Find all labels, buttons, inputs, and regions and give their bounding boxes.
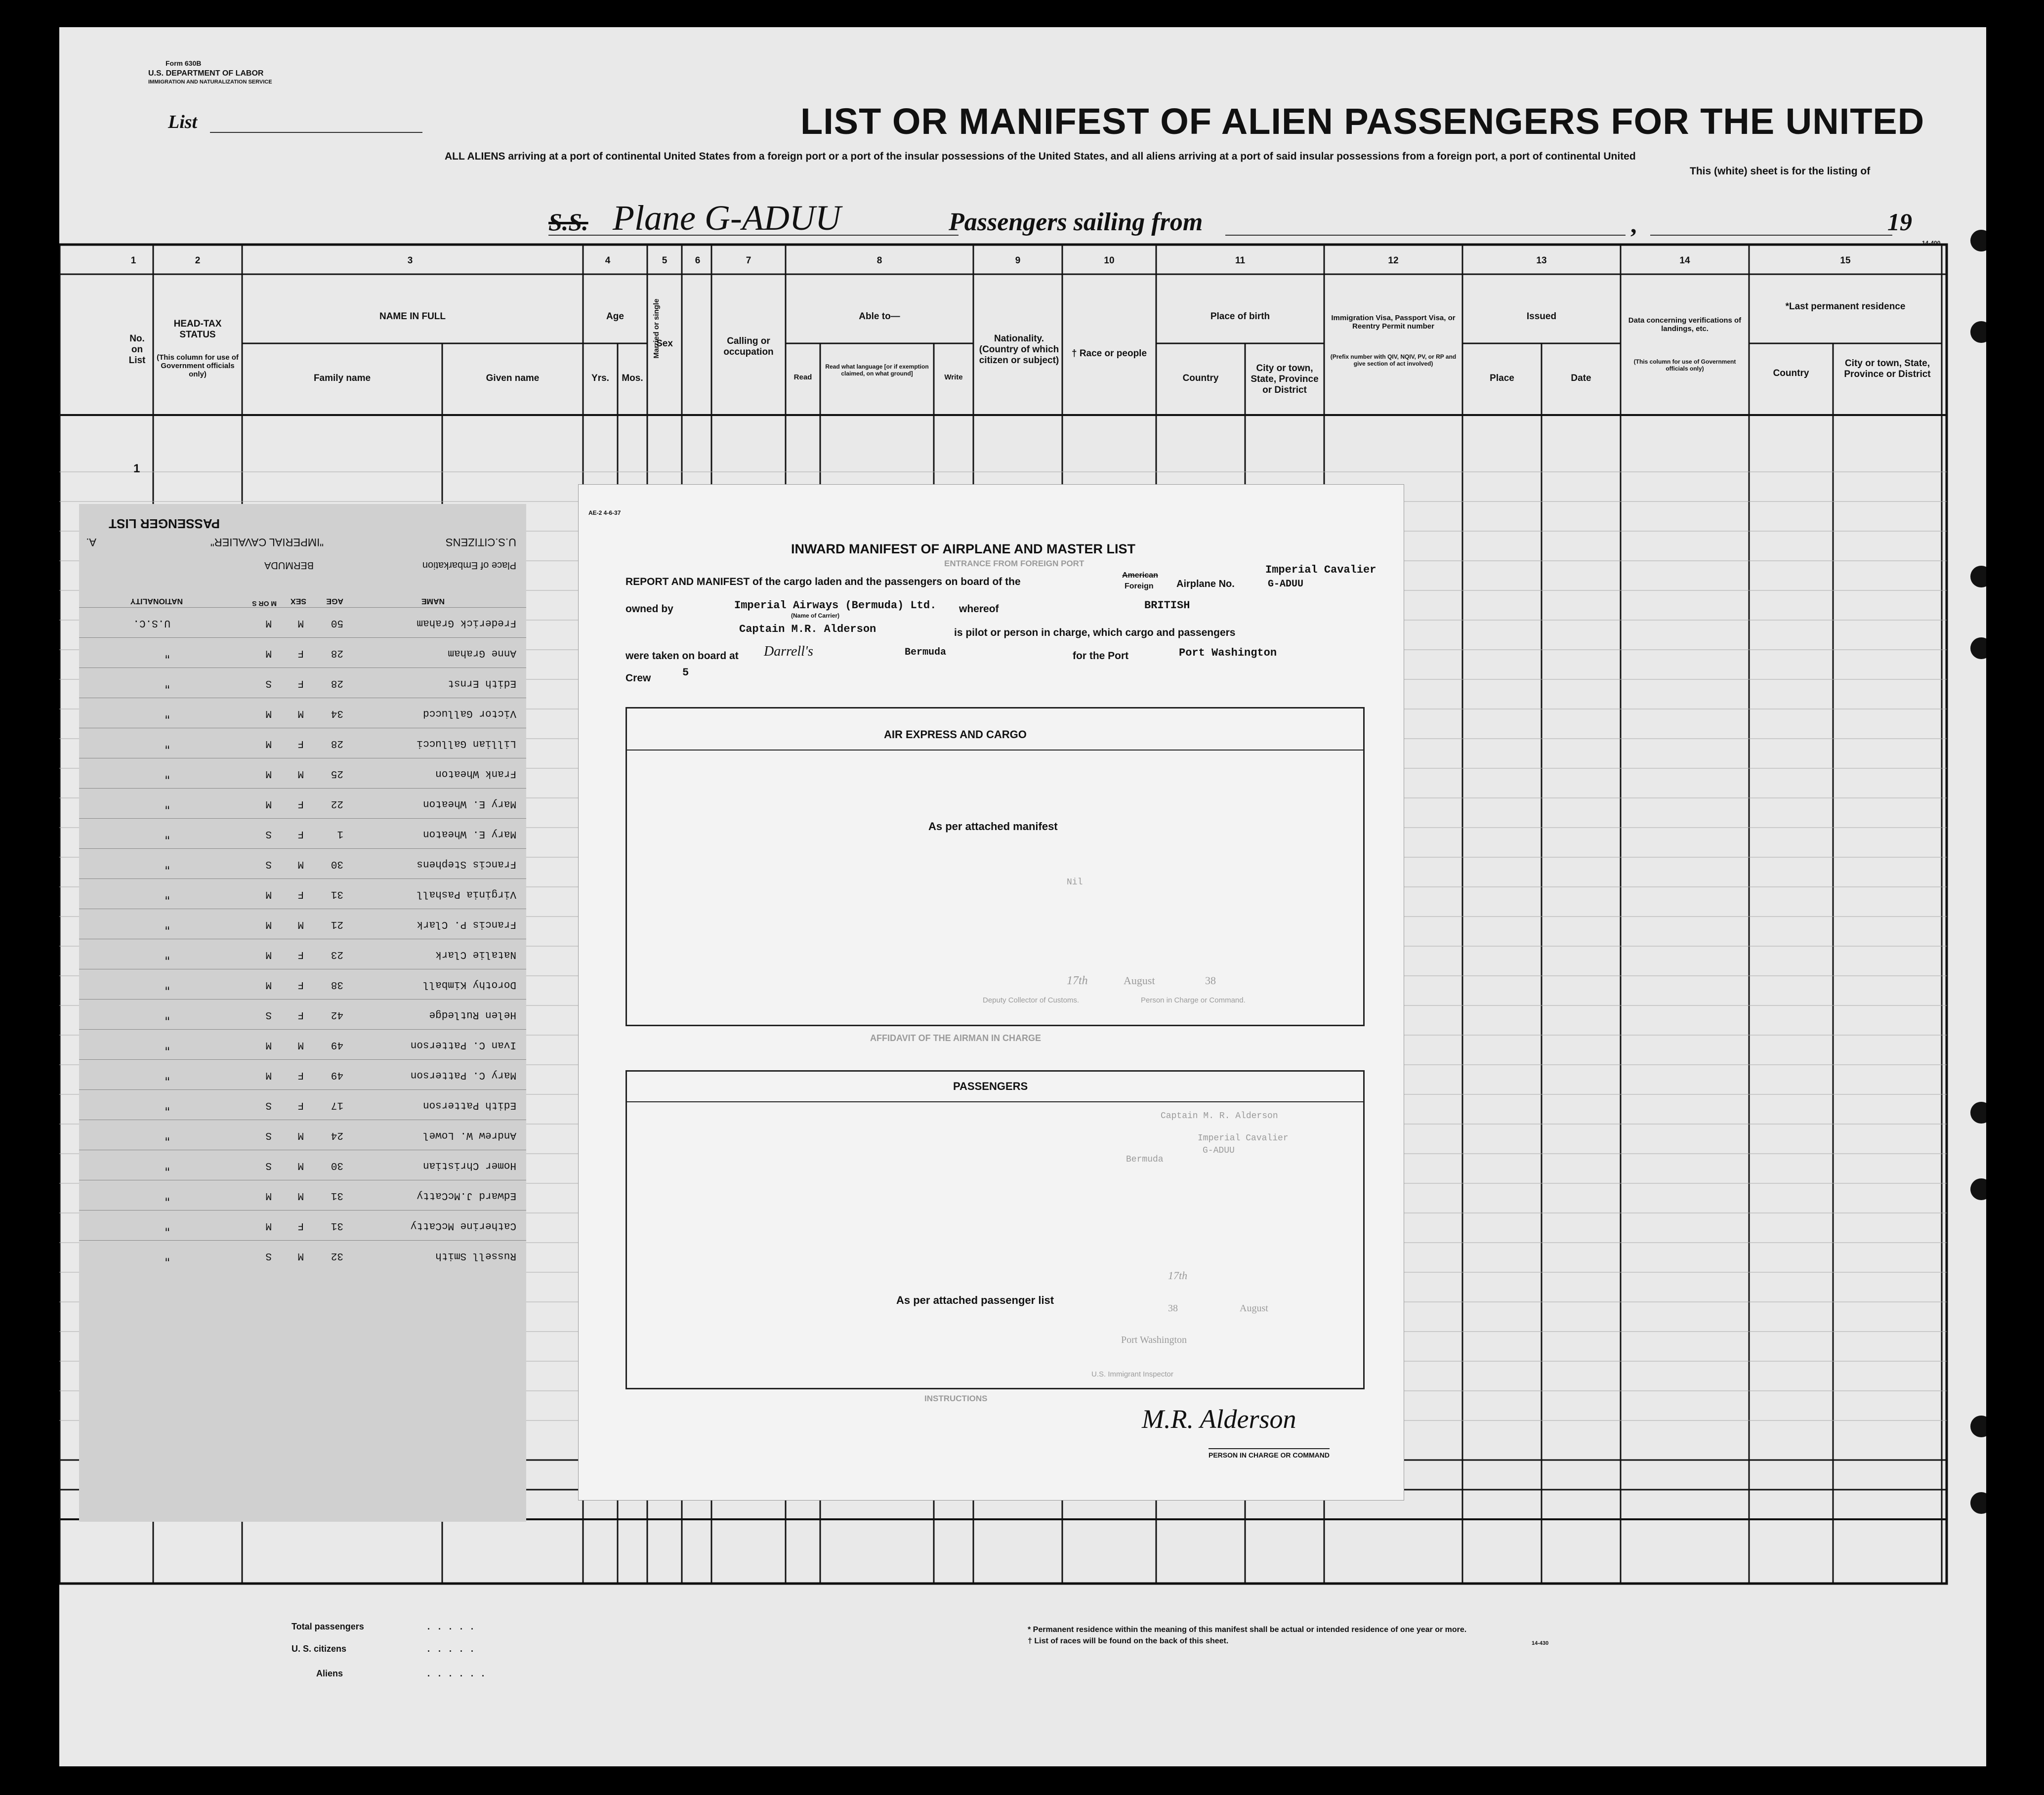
- plist-embarkation: BERMUDA: [264, 560, 314, 571]
- passenger-row: [79, 1089, 526, 1120]
- col-num-4: 4: [605, 255, 611, 266]
- passenger-name: Dorothy Kimball: [422, 979, 516, 990]
- passenger-name: Anne Graham: [448, 647, 516, 659]
- aff-month: August: [1240, 1303, 1268, 1314]
- passenger-name: Lillian Gallucci: [417, 738, 516, 749]
- mf-title: INWARD MANIFEST OF AIRPLANE AND MASTER LIST: [791, 542, 1135, 556]
- passenger-age: 42: [331, 1009, 343, 1020]
- list-label: List: [168, 112, 198, 132]
- aff-from: Bermuda: [1126, 1155, 1164, 1165]
- passenger-nationality: ": [164, 1220, 170, 1231]
- passenger-age: 31: [331, 1190, 343, 1201]
- passenger-sex: F: [297, 798, 304, 809]
- plist-hdr-age: AGE: [326, 597, 343, 605]
- hdr-place-of-birth: Place of birth: [1210, 311, 1270, 322]
- hdr-no-on-list: No. on List: [128, 334, 146, 366]
- passenger-marital: M: [265, 918, 272, 930]
- passenger-marital: M: [265, 617, 272, 628]
- sworn-year: 38: [1205, 974, 1216, 987]
- mf-taken-label: were taken on board at: [626, 650, 739, 662]
- passenger-nationality: ": [164, 979, 170, 990]
- hdr-issued: Issued: [1526, 311, 1557, 322]
- passenger-nationality: ": [164, 647, 170, 659]
- passenger-nationality: ": [164, 1099, 170, 1111]
- footer-aliens: Aliens: [316, 1669, 343, 1678]
- col-num-3: 3: [407, 255, 413, 266]
- passenger-row: [79, 668, 526, 698]
- hdr-able-to: Able to—: [859, 311, 900, 322]
- passenger-age: 28: [331, 677, 343, 689]
- passenger-nationality: ": [164, 1039, 170, 1050]
- mf-pilot-label: is pilot or person in charge, which cargo and passengers: [954, 627, 1236, 638]
- hdr-place: Place: [1490, 373, 1514, 383]
- passenger-nationality: ": [164, 888, 170, 900]
- form-code-right: 14-400: [1922, 240, 1941, 247]
- passenger-nationality: ": [164, 708, 170, 719]
- passenger-sex: F: [297, 1009, 304, 1020]
- passenger-age: 24: [331, 1129, 343, 1141]
- aff-reg: G-ADUU: [1203, 1146, 1235, 1156]
- hdr-head-tax-note: (This column for use of Government officials only): [157, 353, 239, 378]
- hdr-read-language: Read what language [or if exemption claimed, on what ground]: [825, 363, 929, 377]
- passenger-sex: M: [297, 708, 304, 719]
- person-small: Person in Charge or Command.: [1141, 996, 1246, 1004]
- passenger-sex: F: [297, 1099, 304, 1111]
- passenger-sex: F: [297, 738, 304, 749]
- hdr-sex: Sex: [656, 338, 673, 349]
- passenger-nationality: ": [164, 1250, 170, 1261]
- manifest-sheet: [59, 27, 1986, 1766]
- passenger-name: Mary E. Wheaton: [422, 828, 516, 839]
- hdr-landings: Data concerning verifications of landings, etc.: [1628, 316, 1742, 333]
- mf-airplane-no-label: Airplane No.: [1176, 579, 1235, 589]
- passenger-sex: F: [297, 828, 304, 839]
- hdr-name-in-full: NAME IN FULL: [379, 311, 446, 322]
- footer-dots: . . . . .: [427, 1644, 477, 1654]
- cargo-title: AIR EXPRESS AND CARGO: [884, 728, 1027, 741]
- department: U.S. DEPARTMENT OF LABOR: [148, 69, 264, 78]
- passenger-row: [79, 878, 526, 909]
- passenger-age: 49: [331, 1039, 343, 1050]
- passenger-name: Edith Ernst: [448, 677, 516, 689]
- passenger-marital: M: [265, 647, 272, 659]
- passenger-sex: M: [297, 768, 304, 779]
- footer-code: 14-430: [1532, 1640, 1549, 1646]
- passenger-row: [79, 1180, 526, 1210]
- col-num-11: 11: [1235, 255, 1246, 266]
- mf-carrier-note: (Name of Carrier): [791, 612, 840, 619]
- passenger-sex: M: [297, 1039, 304, 1050]
- sailing-from-label: Passengers sailing from: [949, 208, 1203, 236]
- passenger-marital: M: [265, 1190, 272, 1201]
- col-num-15: 15: [1840, 255, 1851, 266]
- passenger-marital: S: [265, 1099, 272, 1111]
- col-num-2: 2: [195, 255, 201, 266]
- passenger-row: [79, 1150, 526, 1180]
- passengers-title: PASSENGERS: [953, 1080, 1028, 1092]
- mf-for-port-label: for the Port: [1073, 650, 1129, 662]
- mf-captain: Captain M.R. Alderson: [739, 623, 876, 635]
- col-num-5: 5: [662, 255, 667, 266]
- person-in-charge: PERSON IN CHARGE OR COMMAND: [1209, 1448, 1330, 1459]
- col-num-7: 7: [746, 255, 751, 266]
- passenger-row: [79, 1059, 526, 1089]
- aff-day: 17th: [1168, 1269, 1188, 1282]
- passenger-row: [79, 909, 526, 939]
- plist-hdr-name: NAME: [421, 597, 445, 605]
- sworn-month: August: [1124, 974, 1155, 987]
- plist-hdr-ms: M OR S: [252, 600, 277, 608]
- passenger-marital: M: [265, 949, 272, 960]
- mf-foreign: Foreign: [1125, 582, 1154, 590]
- signature: M.R. Alderson: [1142, 1404, 1296, 1434]
- passenger-name: Catherine McCatty: [410, 1220, 516, 1231]
- inspector: U.S. Immigrant Inspector: [1091, 1370, 1173, 1378]
- passenger-sex: M: [297, 1160, 304, 1171]
- passenger-name: Virginia Pashall: [417, 888, 516, 900]
- affidavit-title: AFFIDAVIT OF THE AIRMAN IN CHARGE: [870, 1033, 1041, 1043]
- passenger-nationality: ": [164, 858, 170, 870]
- passenger-row: [79, 698, 526, 728]
- passenger-sex: M: [297, 858, 304, 870]
- passenger-row: [79, 999, 526, 1029]
- passenger-marital: S: [265, 1129, 272, 1141]
- passenger-age: 28: [331, 647, 343, 659]
- mf-report-label: REPORT AND MANIFEST of the cargo laden and the passengers on board of the: [626, 576, 1021, 587]
- passenger-age: 50: [331, 617, 343, 628]
- passenger-row: [79, 788, 526, 818]
- passenger-nationality: ": [164, 798, 170, 809]
- passenger-nationality: ": [164, 768, 170, 779]
- passenger-sex: F: [297, 888, 304, 900]
- passenger-name: Russell Smith: [435, 1250, 516, 1261]
- mf-airplane-name: Imperial Cavalier: [1265, 564, 1377, 576]
- footer-note-2: † List of races will be found on the back of this sheet.: [1028, 1637, 1229, 1645]
- passenger-marital: M: [265, 708, 272, 719]
- passenger-marital: S: [265, 828, 272, 839]
- row-number-1: 1: [133, 462, 140, 475]
- passenger-row: [79, 969, 526, 999]
- passenger-sex: M: [297, 918, 304, 930]
- footer-citizens: U. S. citizens: [292, 1644, 347, 1654]
- passenger-name: Mary E. Wheaton: [422, 798, 516, 809]
- hdr-write: Write: [944, 373, 963, 381]
- passenger-age: 21: [331, 918, 343, 930]
- passenger-name: Edith Patterson: [422, 1099, 516, 1111]
- aff-airplane: Imperial Cavalier: [1198, 1133, 1289, 1143]
- cargo-box: [626, 707, 1365, 1026]
- passenger-marital: M: [265, 1220, 272, 1231]
- passenger-name: Frank Wheaton: [435, 768, 516, 779]
- passenger-marital: S: [265, 1250, 272, 1261]
- passenger-sex: M: [297, 1250, 304, 1261]
- passenger-age: 30: [331, 1160, 343, 1171]
- passenger-name: Francis Stephens: [417, 858, 516, 870]
- passenger-age: 23: [331, 949, 343, 960]
- footer-dots: . . . . .: [427, 1622, 477, 1631]
- mf-american: American: [1122, 571, 1158, 580]
- passenger-age: 49: [331, 1069, 343, 1081]
- passenger-name: Ivan C. Patterson: [410, 1039, 516, 1050]
- passenger-row: [79, 848, 526, 878]
- col-num-14: 14: [1679, 255, 1690, 266]
- passenger-marital: S: [265, 1009, 272, 1020]
- passenger-row: [79, 1210, 526, 1240]
- subtitle-1: ALL ALIENS arriving at a port of continental United States from a foreign port or a port of the insular possessions of the United States, and all aliens arriving at a port of said insular possessions from a foreign port, a port of continental United: [445, 151, 1636, 162]
- passenger-marital: M: [265, 738, 272, 749]
- passenger-age: 38: [331, 979, 343, 990]
- plist-embarkation-label: Place of Embarkation: [422, 560, 516, 571]
- passenger-sex: F: [297, 949, 304, 960]
- passenger-nationality: ": [164, 828, 170, 839]
- col-num-8: 8: [876, 255, 882, 266]
- page-title: LIST OR MANIFEST OF ALIEN PASSENGERS FOR THE UNITED: [800, 101, 1925, 142]
- hdr-race: † Race or people: [1071, 348, 1147, 359]
- passenger-row: [79, 728, 526, 758]
- mf-taken-hand: Darrell's: [764, 644, 813, 659]
- passenger-marital: M: [265, 798, 272, 809]
- ss-handwritten: Plane G-ADUU: [613, 198, 841, 238]
- plist-aircraft-prefix: A.: [86, 536, 96, 548]
- hdr-date: Date: [1571, 373, 1591, 383]
- col-num-6: 6: [695, 255, 701, 266]
- hdr-calling: Calling or occupation: [723, 336, 774, 357]
- mf-subtitle: ENTRANCE FROM FOREIGN PORT: [944, 559, 1085, 568]
- passenger-name: Homer Christian: [422, 1160, 516, 1171]
- mf-form-code: AE-2 4-6-37: [588, 509, 621, 516]
- passenger-sex: F: [297, 647, 304, 659]
- passenger-nationality: ": [164, 1069, 170, 1081]
- aff-captain: Captain M. R. Alderson: [1161, 1111, 1278, 1121]
- cargo-nil: Nil: [1067, 877, 1083, 887]
- subtitle-2: This (white) sheet is for the listing of: [1690, 166, 1871, 177]
- mf-crew-label: Crew: [626, 672, 651, 684]
- mf-airplane-no: G-ADUU: [1268, 579, 1304, 590]
- mf-owned-by-label: owned by: [626, 603, 673, 615]
- passenger-sex: M: [297, 1129, 304, 1141]
- passenger-row: [79, 939, 526, 969]
- col-num-13: 13: [1536, 255, 1547, 266]
- col-num-1: 1: [130, 255, 136, 266]
- passenger-sex: M: [297, 1190, 304, 1201]
- footer-note-1: * Permanent residence within the meaning of this manifest shall be actual or intended residence of one year or more.: [1028, 1626, 1467, 1634]
- passenger-row: [79, 1029, 526, 1059]
- hdr-mos: Mos.: [622, 373, 643, 383]
- footer-dots: . . . . . .: [427, 1669, 488, 1678]
- passenger-age: 32: [331, 1250, 343, 1261]
- passenger-name: Helen Rutledge: [429, 1009, 516, 1020]
- sworn-day: 17th: [1067, 974, 1088, 987]
- passenger-age: 17: [331, 1099, 343, 1111]
- hdr-visa: Immigration Visa, Passport Visa, or Reentry Permit number: [1331, 314, 1456, 331]
- passenger-nationality: ": [164, 1009, 170, 1020]
- mf-nationality: BRITISH: [1144, 599, 1190, 612]
- instructions: INSTRUCTIONS: [924, 1394, 988, 1403]
- collector: Deputy Collector of Customs.: [983, 996, 1080, 1004]
- hdr-given-name: Given name: [486, 373, 540, 383]
- hdr-yrs: Yrs.: [591, 373, 609, 383]
- hdr-res-city: City or town, State, Province or District: [1844, 358, 1931, 379]
- mf-port: Port Washington: [1179, 647, 1277, 659]
- mf-taken-place: Bermuda: [905, 647, 947, 658]
- form-number: Form 630B: [166, 59, 202, 67]
- plist-aircraft: "IMPERIAL CAVALIER": [210, 536, 324, 548]
- comma: ,: [1630, 210, 1637, 238]
- col-num-12: 12: [1388, 255, 1399, 266]
- hdr-res-country: Country: [1773, 368, 1809, 378]
- passenger-name: Natalie Clark: [435, 949, 516, 960]
- hdr-country: Country: [1182, 373, 1219, 383]
- cargo-text: As per attached manifest: [928, 820, 1058, 833]
- hdr-family-name: Family name: [313, 373, 371, 383]
- passenger-name: Edward J.McCatty: [417, 1190, 516, 1201]
- aff-year: 38: [1168, 1303, 1178, 1314]
- passenger-nationality: ": [164, 738, 170, 749]
- plist-hdr-nationality: NATIONALITY: [130, 597, 183, 605]
- passenger-age: 34: [331, 708, 343, 719]
- mf-crew: 5: [682, 667, 689, 679]
- hdr-city-town: City or town, State, Province or District: [1251, 363, 1319, 395]
- passenger-age: 31: [331, 1220, 343, 1231]
- plist-citizens: U.S.CITIZENS: [445, 536, 516, 548]
- passenger-nationality: ": [164, 949, 170, 960]
- passenger-name: Victor Galluccd: [422, 708, 516, 719]
- passenger-nationality: ": [164, 677, 170, 689]
- passenger-marital: S: [265, 858, 272, 870]
- passenger-sex: F: [297, 1220, 304, 1231]
- passenger-sex: M: [297, 617, 304, 628]
- hdr-head-tax: HEAD-TAX STATUS: [173, 319, 222, 340]
- mf-owner: Imperial Airways (Bermuda) Ltd.: [734, 599, 937, 612]
- hdr-married: Married or single: [652, 298, 661, 359]
- passenger-name: Andrew W. Lowel: [422, 1129, 516, 1141]
- passenger-row: [79, 1120, 526, 1150]
- passenger-marital: M: [265, 768, 272, 779]
- passenger-age: 28: [331, 738, 343, 749]
- col-num-9: 9: [1015, 255, 1021, 266]
- passenger-row: [79, 758, 526, 788]
- passenger-marital: S: [265, 1160, 272, 1171]
- passenger-row: [79, 818, 526, 848]
- passenger-age: 22: [331, 798, 343, 809]
- passenger-marital: S: [265, 677, 272, 689]
- mf-whereof-label: whereof: [959, 603, 999, 615]
- col-num-10: 10: [1104, 255, 1115, 266]
- ss-prefix: S.S.: [548, 208, 588, 236]
- passenger-row: [79, 1240, 526, 1270]
- passenger-nationality: ": [164, 1190, 170, 1201]
- passenger-marital: M: [265, 1069, 272, 1081]
- plist-hdr-sex: SEX: [290, 597, 306, 605]
- passenger-sex: F: [297, 1069, 304, 1081]
- footer-total: Total passengers: [292, 1622, 364, 1631]
- hdr-read: Read: [793, 373, 812, 381]
- passenger-age: 25: [331, 768, 343, 779]
- passenger-nationality: ": [164, 1160, 170, 1171]
- year-prefix: 19: [1887, 208, 1912, 236]
- passenger-marital: M: [265, 979, 272, 990]
- aff-port: Port Washington: [1121, 1335, 1187, 1345]
- passenger-age: 1: [337, 828, 343, 839]
- hdr-age: Age: [606, 311, 624, 322]
- passenger-marital: M: [265, 1039, 272, 1050]
- passengers-text: As per attached passenger list: [896, 1294, 1054, 1306]
- passengers-box: [626, 1070, 1365, 1389]
- hdr-last-residence: *Last permanent residence: [1785, 301, 1906, 312]
- service: IMMIGRATION AND NATURALIZATION SERVICE: [148, 79, 272, 85]
- hdr-landings-note: (This column for use of Government officials only): [1633, 358, 1736, 372]
- passenger-nationality: ": [164, 1129, 170, 1141]
- passenger-sex: F: [297, 677, 304, 689]
- passenger-name: Frederick Graham: [417, 617, 516, 628]
- passenger-nationality: ": [164, 918, 170, 930]
- passenger-marital: M: [265, 888, 272, 900]
- passenger-age: 30: [331, 858, 343, 870]
- passenger-row: [79, 607, 526, 637]
- passenger-age: 31: [331, 888, 343, 900]
- passenger-name: Mary C. Patterson: [410, 1069, 516, 1081]
- plist-title: PASSENGER LIST: [109, 516, 220, 531]
- passenger-row: [79, 637, 526, 668]
- hdr-visa-note: (Prefix number with QIV, NQIV, PV, or RP and give section of act involved): [1330, 353, 1457, 367]
- airplane-manifest: [578, 484, 1404, 1501]
- passenger-name: Francis P. Clark: [417, 918, 516, 930]
- passenger-nationality: U.S.C.: [133, 617, 170, 628]
- passenger-list-slip: [79, 504, 526, 1522]
- hdr-nationality: Nationality. (Country of which citizen or subject): [979, 334, 1059, 366]
- passenger-sex: F: [297, 979, 304, 990]
